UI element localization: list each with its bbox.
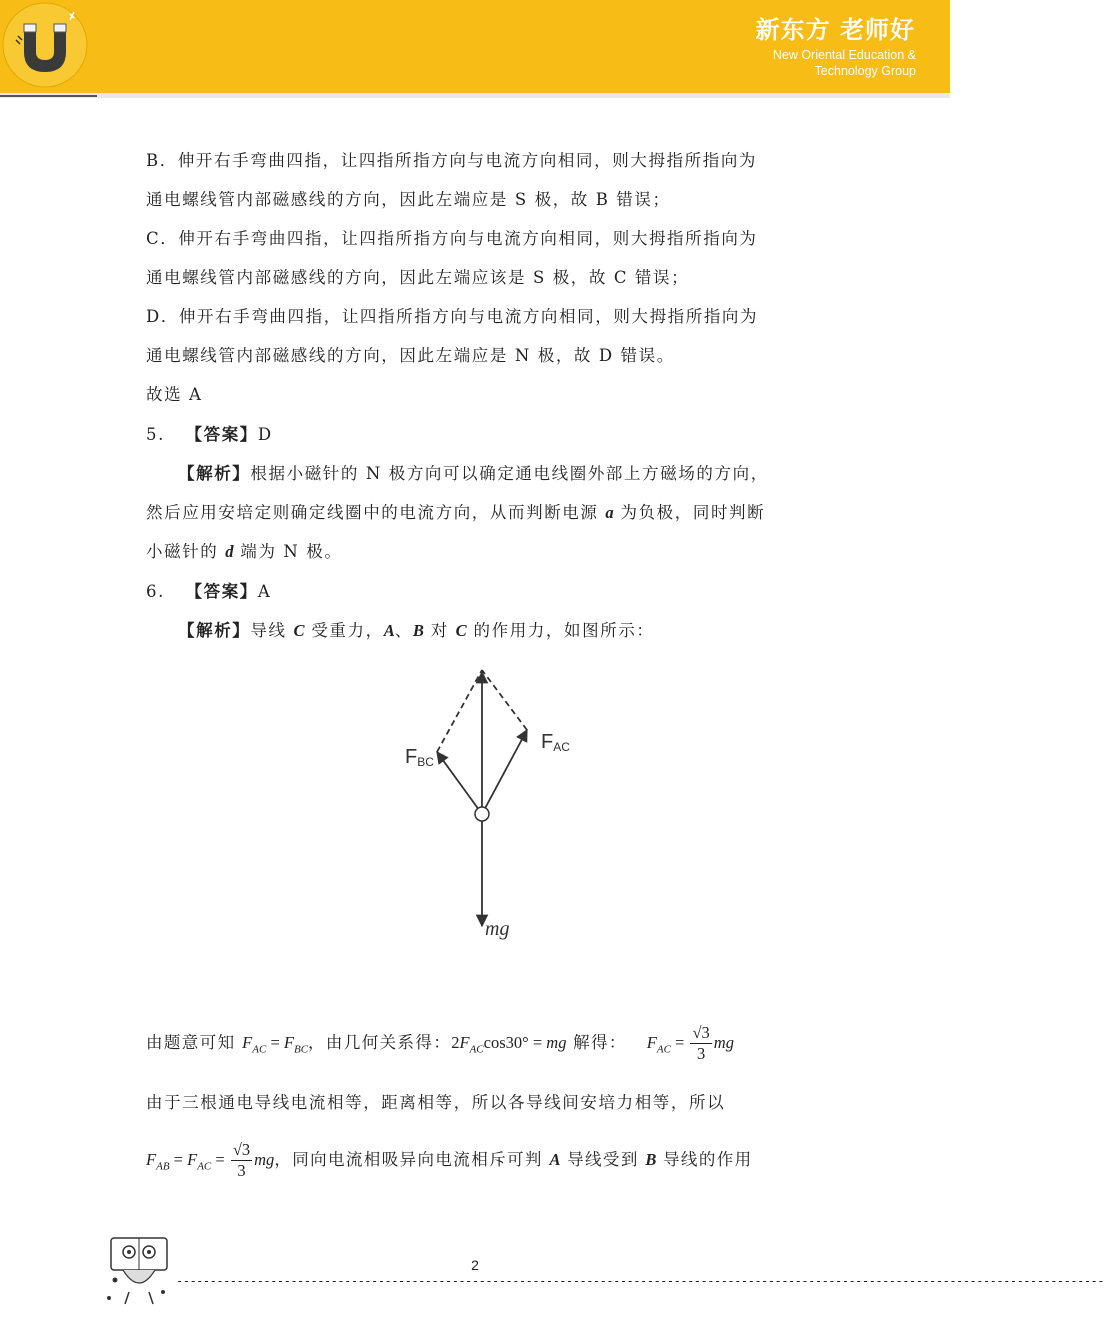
wire-c-circle: [475, 807, 489, 821]
dashed-line-right: [482, 670, 527, 730]
math-op: =: [266, 1033, 284, 1052]
text-span: ，由几何关系得：: [308, 1033, 452, 1052]
var-a: A: [383, 621, 395, 640]
q5-number: 5.: [146, 425, 165, 444]
math-op: =: [169, 1150, 188, 1169]
math-sub: AB: [156, 1160, 170, 1173]
text-span: 受重力，: [304, 621, 384, 640]
brand-english: [773, 47, 916, 79]
fbc-arrow: [437, 752, 482, 814]
q5-answer: D: [257, 425, 273, 444]
var-c: C: [293, 621, 305, 640]
text-line: 通电螺线管内部磁感线的方向，因此左端应是 N 极，故 D 错误。: [146, 346, 675, 365]
formula-line-3: [146, 1135, 753, 1185]
q5-analysis-tag: 【解析】: [178, 464, 251, 483]
math-op: =: [528, 1033, 547, 1052]
header-divider: [0, 93, 950, 98]
math-sub: AC: [469, 1043, 484, 1056]
text-line: D．伸开右手弯曲四指，让四指所指方向与电流方向相同，则大拇指所指向为: [146, 307, 759, 326]
math-var: mg: [546, 1033, 567, 1052]
math-var: mg: [254, 1150, 275, 1169]
math-sub: AC: [197, 1160, 212, 1173]
header-divider-accent: [0, 95, 97, 97]
var-b: B: [412, 621, 424, 640]
q6-answer-tag: 【答案】: [185, 582, 258, 601]
q5-analysis-text: 根据小磁针的 N 极方向可以确定通电线圈外部上方磁场的方向，: [250, 464, 769, 483]
text-span: 导线受到: [560, 1150, 646, 1169]
footer-dashed-line: ------------------------------------------------------------------------------------------------------------------------------------------: [176, 1274, 1104, 1288]
q5-answer-tag: 【答案】: [185, 425, 258, 444]
fraction-numerator: √3: [232, 1140, 251, 1159]
text-span: 由题意可知: [146, 1033, 243, 1052]
var-a: a: [605, 503, 614, 522]
text-span: 端为 N 极。: [233, 542, 343, 561]
math-var: F: [283, 1033, 294, 1052]
q6-analysis-line: [178, 617, 655, 641]
math-var: F: [146, 1150, 157, 1169]
fraction: [231, 1140, 252, 1181]
math-func: cos30°: [483, 1033, 529, 1052]
force-diagram: [395, 658, 595, 948]
math-sub: AC: [252, 1043, 267, 1056]
formula-line-1: [146, 1018, 734, 1068]
text-span: 导线的作用: [656, 1150, 753, 1169]
math-sub: BC: [293, 1043, 309, 1056]
fraction-denominator: 3: [237, 1161, 246, 1180]
text-line: 故选 A: [146, 385, 203, 404]
header-bar: [0, 0, 950, 93]
math-op: =: [211, 1150, 229, 1169]
fbc-label: FBC: [405, 746, 434, 769]
text-span: 的作用力，如图所示：: [466, 621, 655, 640]
q6-number: 6.: [146, 582, 165, 601]
magnet-logo-icon: [2, 0, 88, 90]
fac-label: FAC: [541, 731, 570, 754]
dashed-line-left: [437, 670, 482, 752]
math-op: =: [670, 1033, 689, 1052]
math-var: F: [187, 1150, 198, 1169]
var-a: A: [549, 1150, 561, 1169]
brand-english-line2: Technology Group: [814, 64, 916, 78]
var-c: C: [455, 621, 467, 640]
fraction-denominator: 3: [697, 1044, 706, 1063]
text-span: 为负极，同时判断: [613, 503, 766, 522]
text-line: C．伸开右手弯曲四指，让四指所指方向与电流方向相同，则大拇指所指向为: [146, 229, 758, 248]
text-line: 由于三根通电导线电流相等，距离相等，所以各导线间安培力相等，所以: [146, 1093, 726, 1112]
math-sub: AC: [656, 1043, 671, 1056]
math-var: mg: [713, 1033, 734, 1052]
text-span: 、: [394, 621, 413, 640]
brand-english-line1: New Oriental Education &: [772, 48, 916, 62]
q6-analysis-tag: 【解析】: [178, 621, 251, 640]
page-number: 2: [471, 1257, 479, 1273]
text-line: 通电螺线管内部磁感线的方向，因此左端应该是 S 极，故 C 错误；: [146, 268, 690, 287]
text-span: 然后应用安培定则确定线圈中的电流方向，从而判断电源: [146, 503, 606, 522]
fraction-numerator: √3: [692, 1023, 710, 1042]
var-b: B: [645, 1150, 657, 1169]
q6-answer-line: [146, 578, 271, 602]
q6-answer: A: [257, 582, 272, 601]
text-span: 解得：: [566, 1033, 627, 1052]
q5-analysis-line2: [146, 499, 765, 523]
text-span: 对: [423, 621, 456, 640]
owl-mascot-icon: [103, 1234, 173, 1314]
q5-analysis-line: [178, 460, 769, 484]
math-var: F: [242, 1033, 253, 1052]
text-line: 通电螺线管内部磁感线的方向，因此左端应是 S 极，故 B 错误；: [146, 190, 671, 209]
fraction: [690, 1023, 711, 1064]
text-line: B．伸开右手弯曲四指，让四指所指方向与电流方向相同，则大拇指所指向为: [146, 151, 758, 170]
math-num: 2: [451, 1033, 460, 1052]
math-var: F: [646, 1033, 657, 1052]
fac-arrow: [482, 730, 527, 814]
mg-label: mg: [485, 918, 510, 940]
q5-analysis-line3: [146, 538, 342, 562]
text-span: ，同向电流相吸异向电流相斥可判: [274, 1150, 550, 1169]
text-span: 导线: [250, 621, 294, 640]
text-span: 小磁针的: [146, 542, 226, 561]
q5-answer-line: [146, 421, 273, 445]
math-var: F: [459, 1033, 470, 1052]
brand-chinese: 新东方 老师好: [755, 16, 915, 44]
var-d: d: [225, 542, 234, 561]
